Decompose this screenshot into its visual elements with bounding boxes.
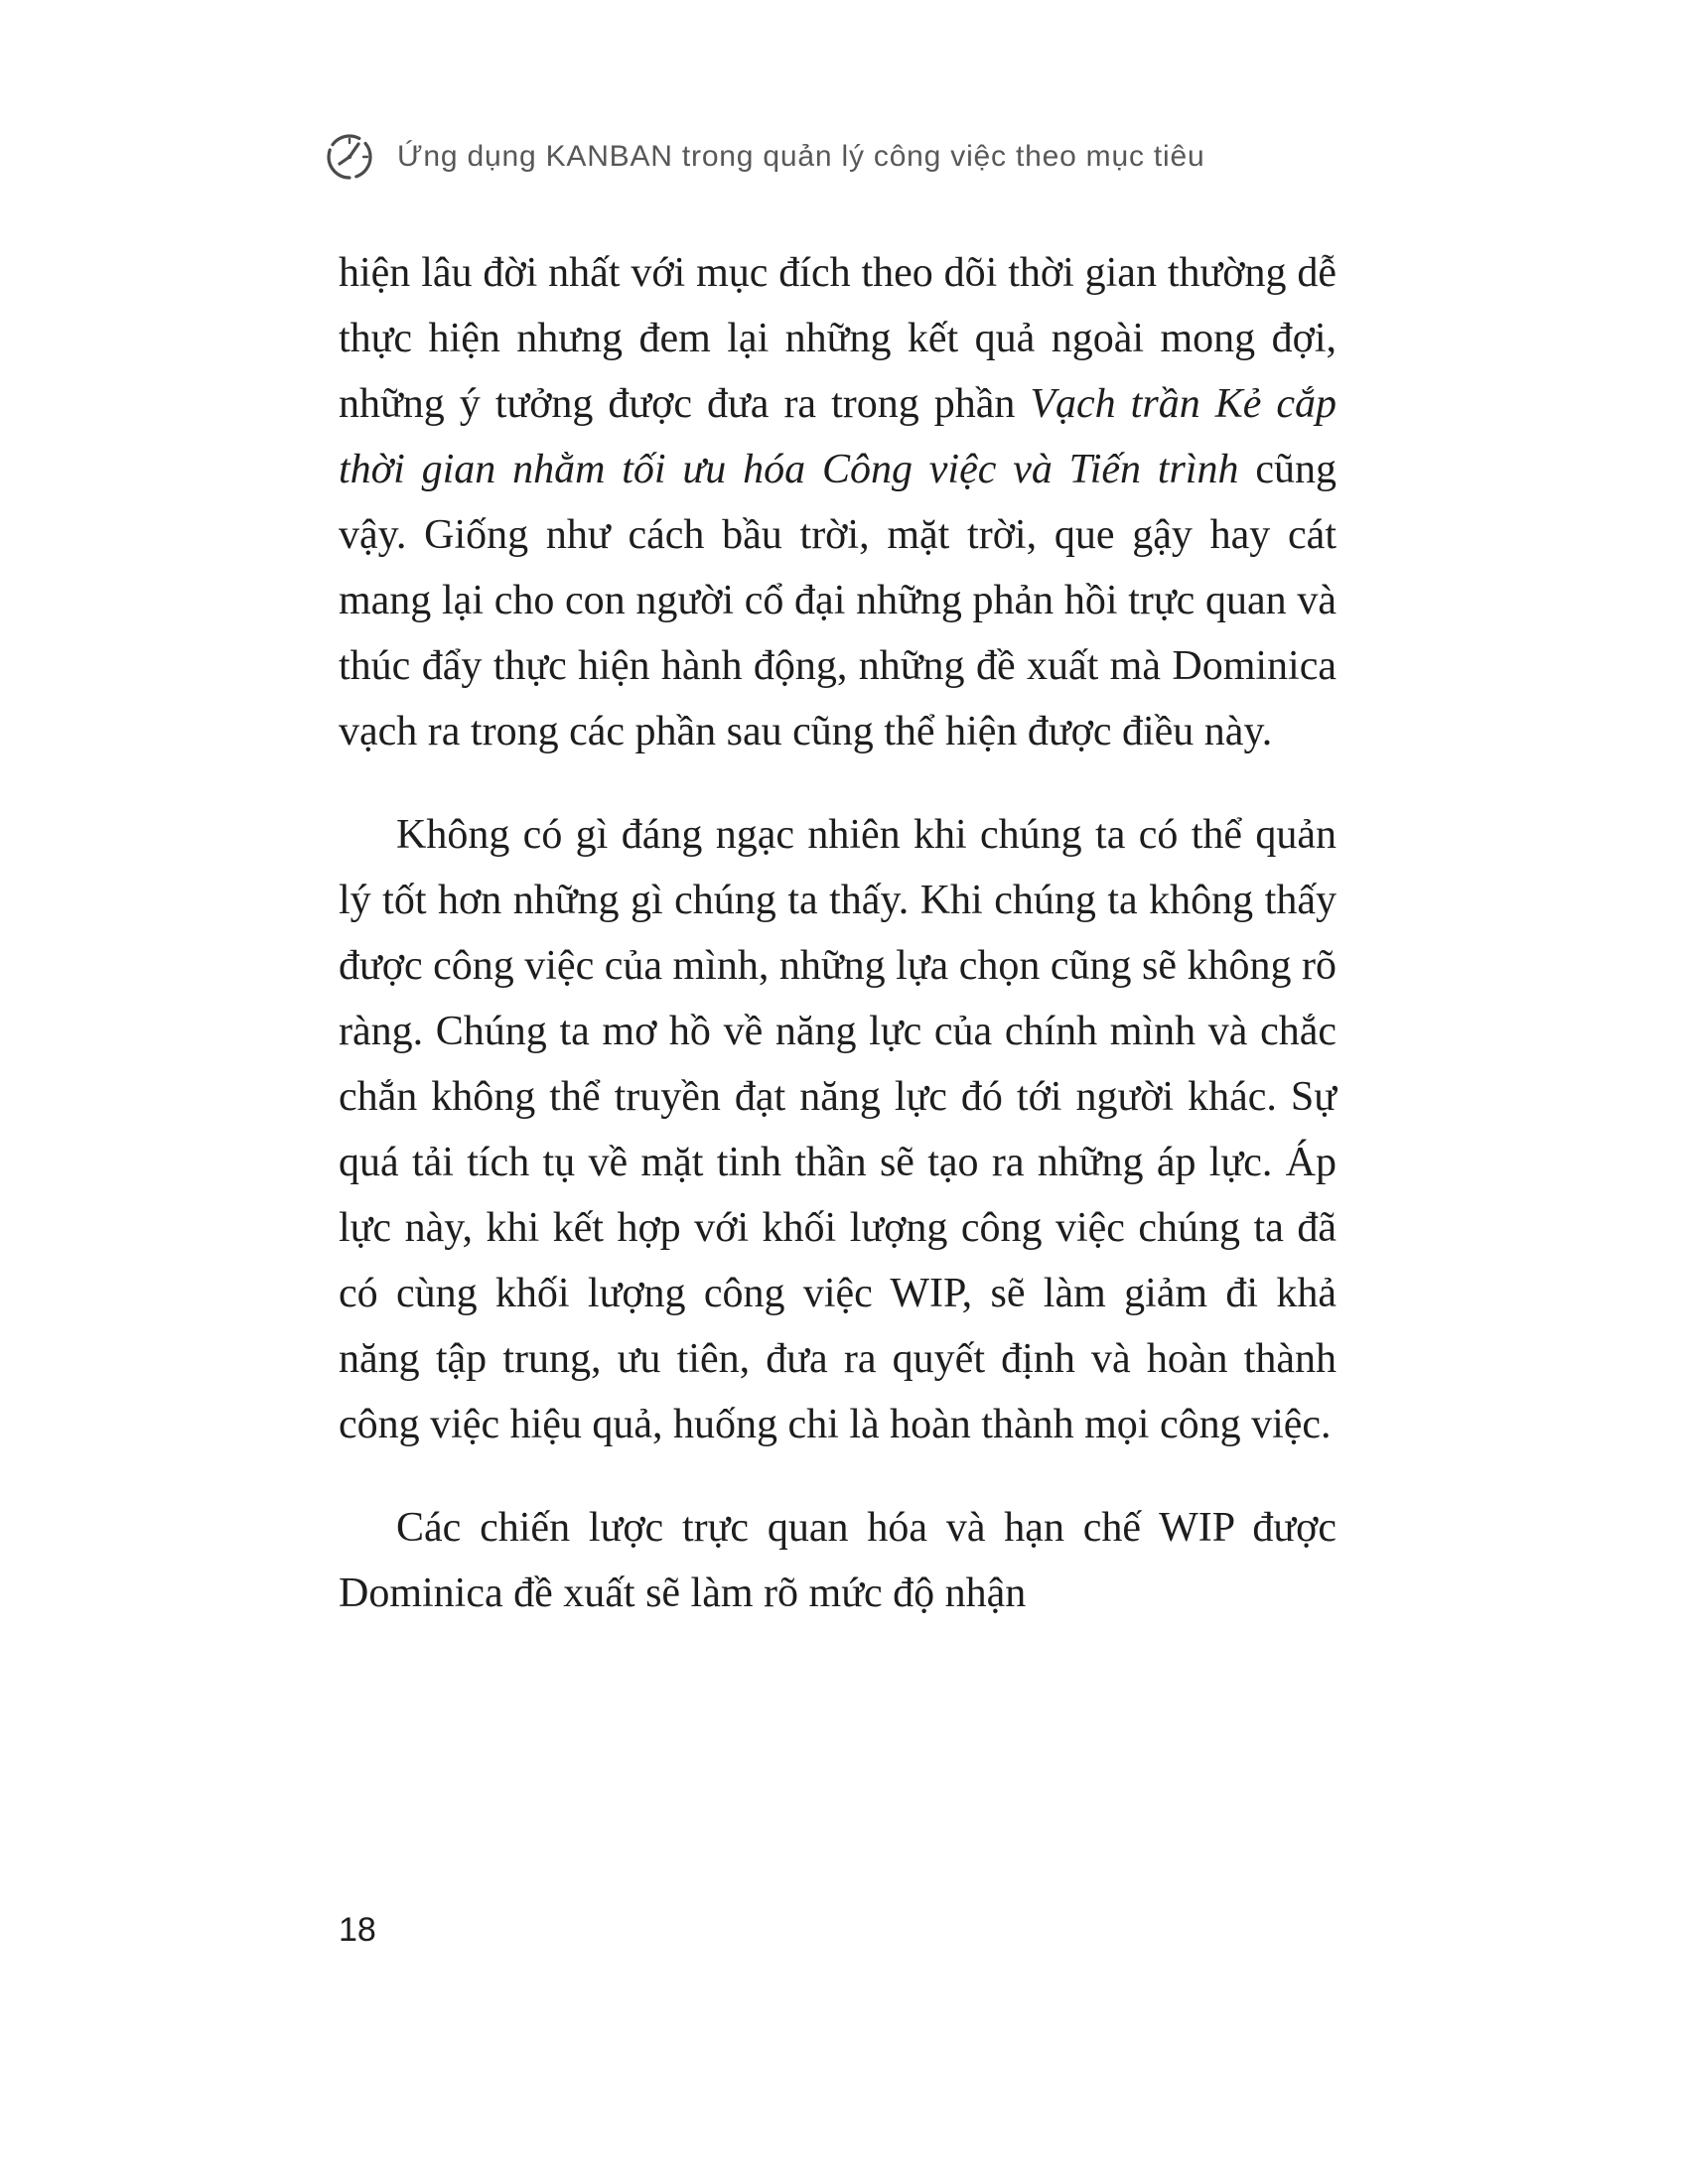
paragraph-1-pre: hiện lâu đời nhất với mục đích theo dõi thời gian thường dễ thực hiện nhưng đem lại những kết quả ngoài mong đợi, những ý tưởng được đưa ra trong phần <box>339 250 1336 427</box>
page-number: 18 <box>339 1911 376 1949</box>
paragraph-1-italic: Vạch trần Kẻ cắp thời gian nhằm tối ưu hóa Công việc và Tiến trình <box>339 381 1336 492</box>
paragraph-1-post: cũng vậy. Giống như cách bầu trời, mặt trời, que gậy hay cát mang lại cho con người cổ đại những phản hồi trực quan và thúc đẩy thực hiện hành động, những đề xuất mà Dominica vạch ra trong các phần sau cũng thể hiện được điều này. <box>339 447 1336 754</box>
running-header <box>324 131 1204 183</box>
paragraph-3: Các chiến lược trực quan hóa và hạn chế WIP được Dominica đề xuất sẽ làm rõ mức độ nhận <box>339 1505 1336 1616</box>
paragraph-2: Không có gì đáng ngạc nhiên khi chúng ta có thể quản lý tốt hơn những gì chúng ta thấy. Khi chúng ta không thấy được công việc của mình, những lựa chọn cũng sẽ không rõ ràng. Chúng ta mơ hồ về năng lực của chính mình và chắc chắn không thể truyền đạt năng lực đó tới người khác. Sự quá tải tích tụ về mặt tinh thần sẽ tạo ra những áp lực. Áp lực này, khi kết hợp với khối lượng công việc chúng ta đã có cùng khối lượng công việc WIP, sẽ làm giảm đi khả năng tập trung, ưu tiên, đưa ra quyết định và hoàn thành công việc hiệu quả, huống chi là hoàn thành mọi công việc. <box>339 812 1336 1447</box>
header-title: Ứng dụng KANBAN trong quản lý công việc theo mục tiêu <box>397 140 1205 173</box>
page-body <box>339 240 1336 1664</box>
clock-icon <box>324 131 375 183</box>
paragraph-1 <box>339 240 1336 764</box>
